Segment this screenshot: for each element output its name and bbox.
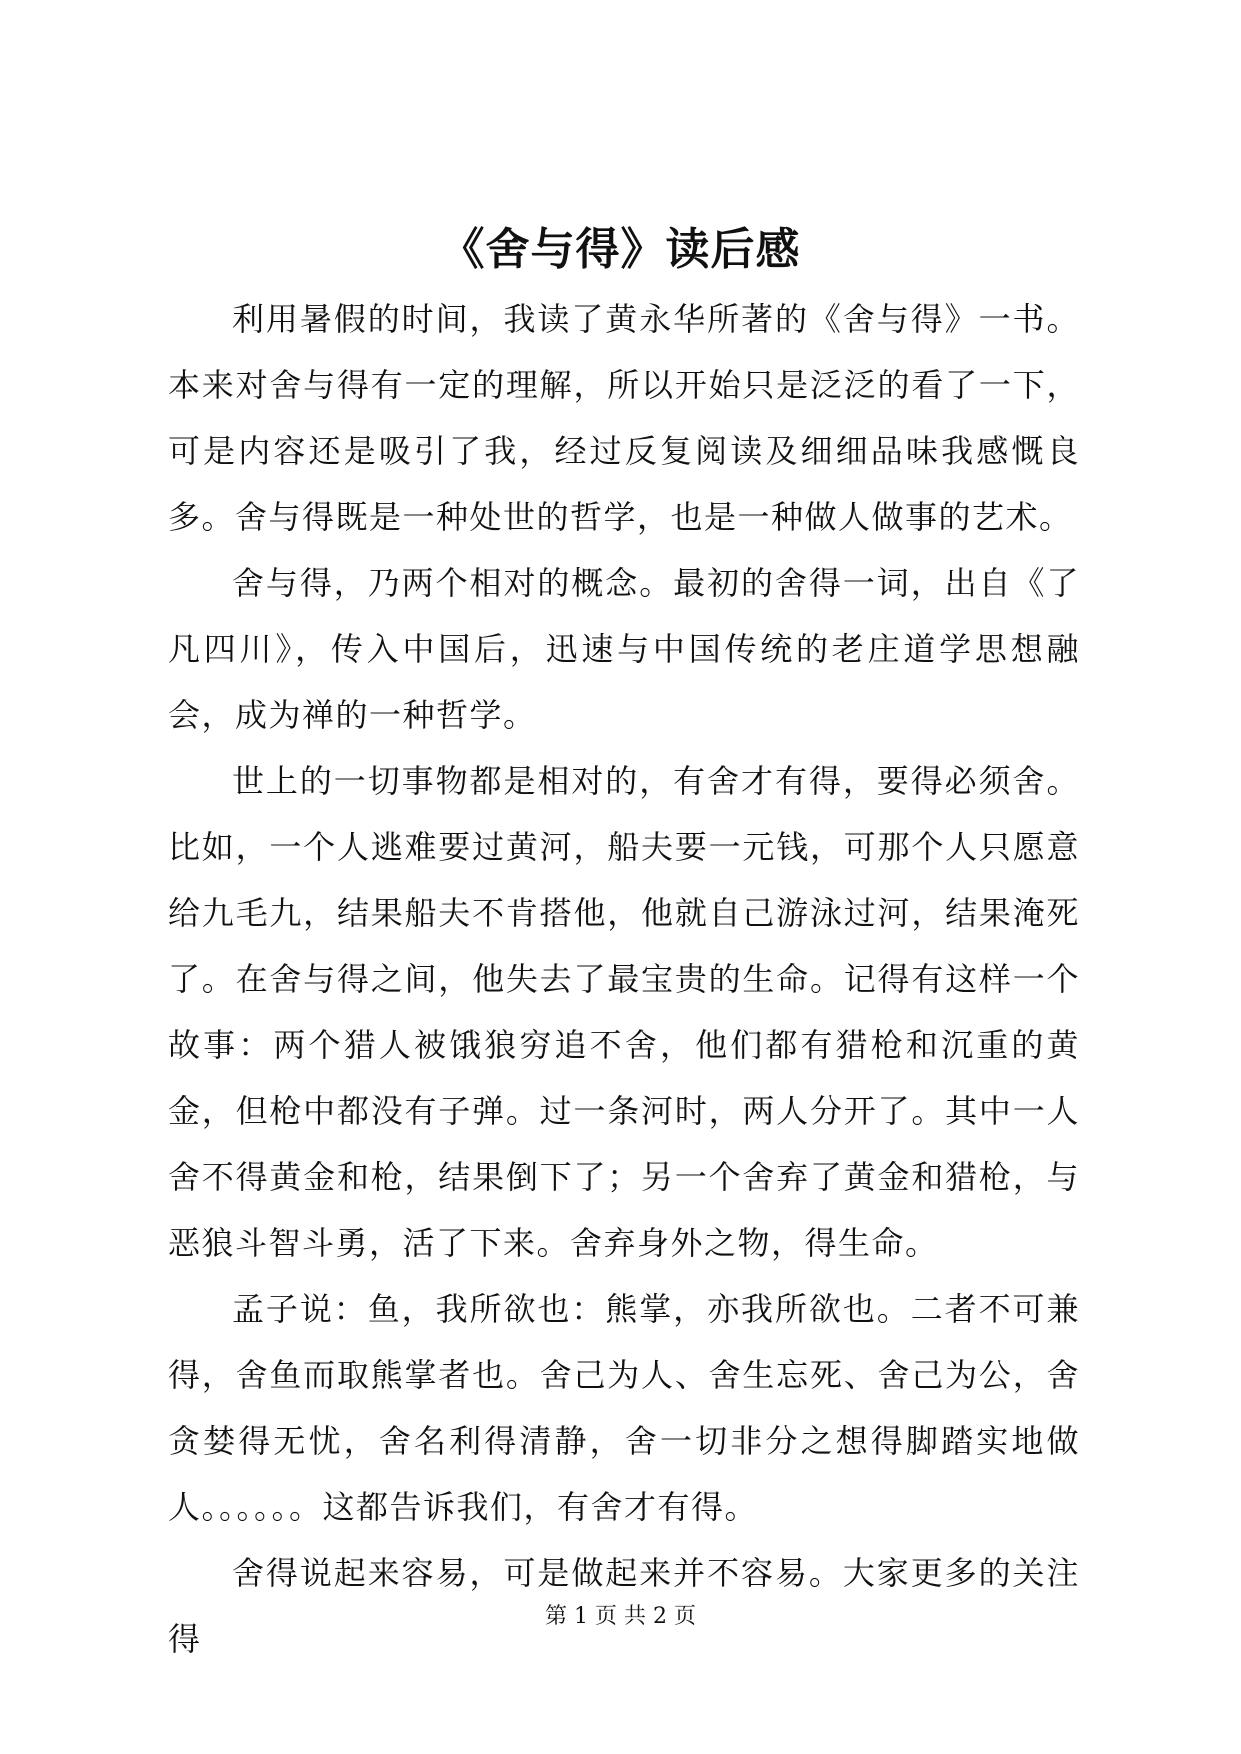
paragraph-4: 孟子说：鱼，我所欲也：熊掌，亦我所欲也。二者不可兼得，舍鱼而取熊掌者也。舍己为人、舍生忘死、舍己为公，舍贪婪得无忧，舍名利得清静，舍一切非分之想得脚踏实地做人。。。。。。这都告诉我们，有舍才有得。 — [168, 1290, 1080, 1526]
paragraph-3: 世上的一切事物都是相对的，有舍才有得，要得必须舍。比如，一个人逃难要过黄河，船夫要一元钱，可那个人只愿意给九毛九，结果船夫不肯搭他，他就自己游泳过河，结果淹死了。在舍与得之间，他失去了最宝贵的生命。记得有这样一个故事：两个猎人被饿狼穷追不舍，他们都有猎枪和沉重的黄金，但枪中都没有子弹。过一条河时，两人分开了。其中一人舍不得黄金和枪，结果倒下了；另一个舍弃了黄金和猎枪，与恶狼斗智斗勇，活了下来。舍弃身外之物，得生命。 — [168, 762, 1080, 1262]
paragraph-5: 舍得说起来容易，可是做起来并不容易。大家更多的关注得 — [168, 1554, 1080, 1658]
paragraph-2: 舍与得，乃两个相对的概念。最初的舍得一词，出自《了凡四川》，传入中国后，迅速与中国传统的老庄道学思想融会，成为禅的一种哲学。 — [168, 564, 1080, 734]
paragraph-1: 利用暑假的时间，我读了黄永华所著的《舍与得》一书。本来对舍与得有一定的理解，所以开始只是泛泛的看了一下，可是内容还是吸引了我，经过反复阅读及细细品味我感慨良多。舍与得既是一种处世的哲学，也是一种做人做事的艺术。 — [168, 300, 1080, 536]
document-title: 《舍与得》读后感 — [440, 224, 801, 275]
page-number-footer: 第 1 页 共 2 页 — [545, 1604, 696, 1629]
document-body — [168, 286, 1080, 1672]
